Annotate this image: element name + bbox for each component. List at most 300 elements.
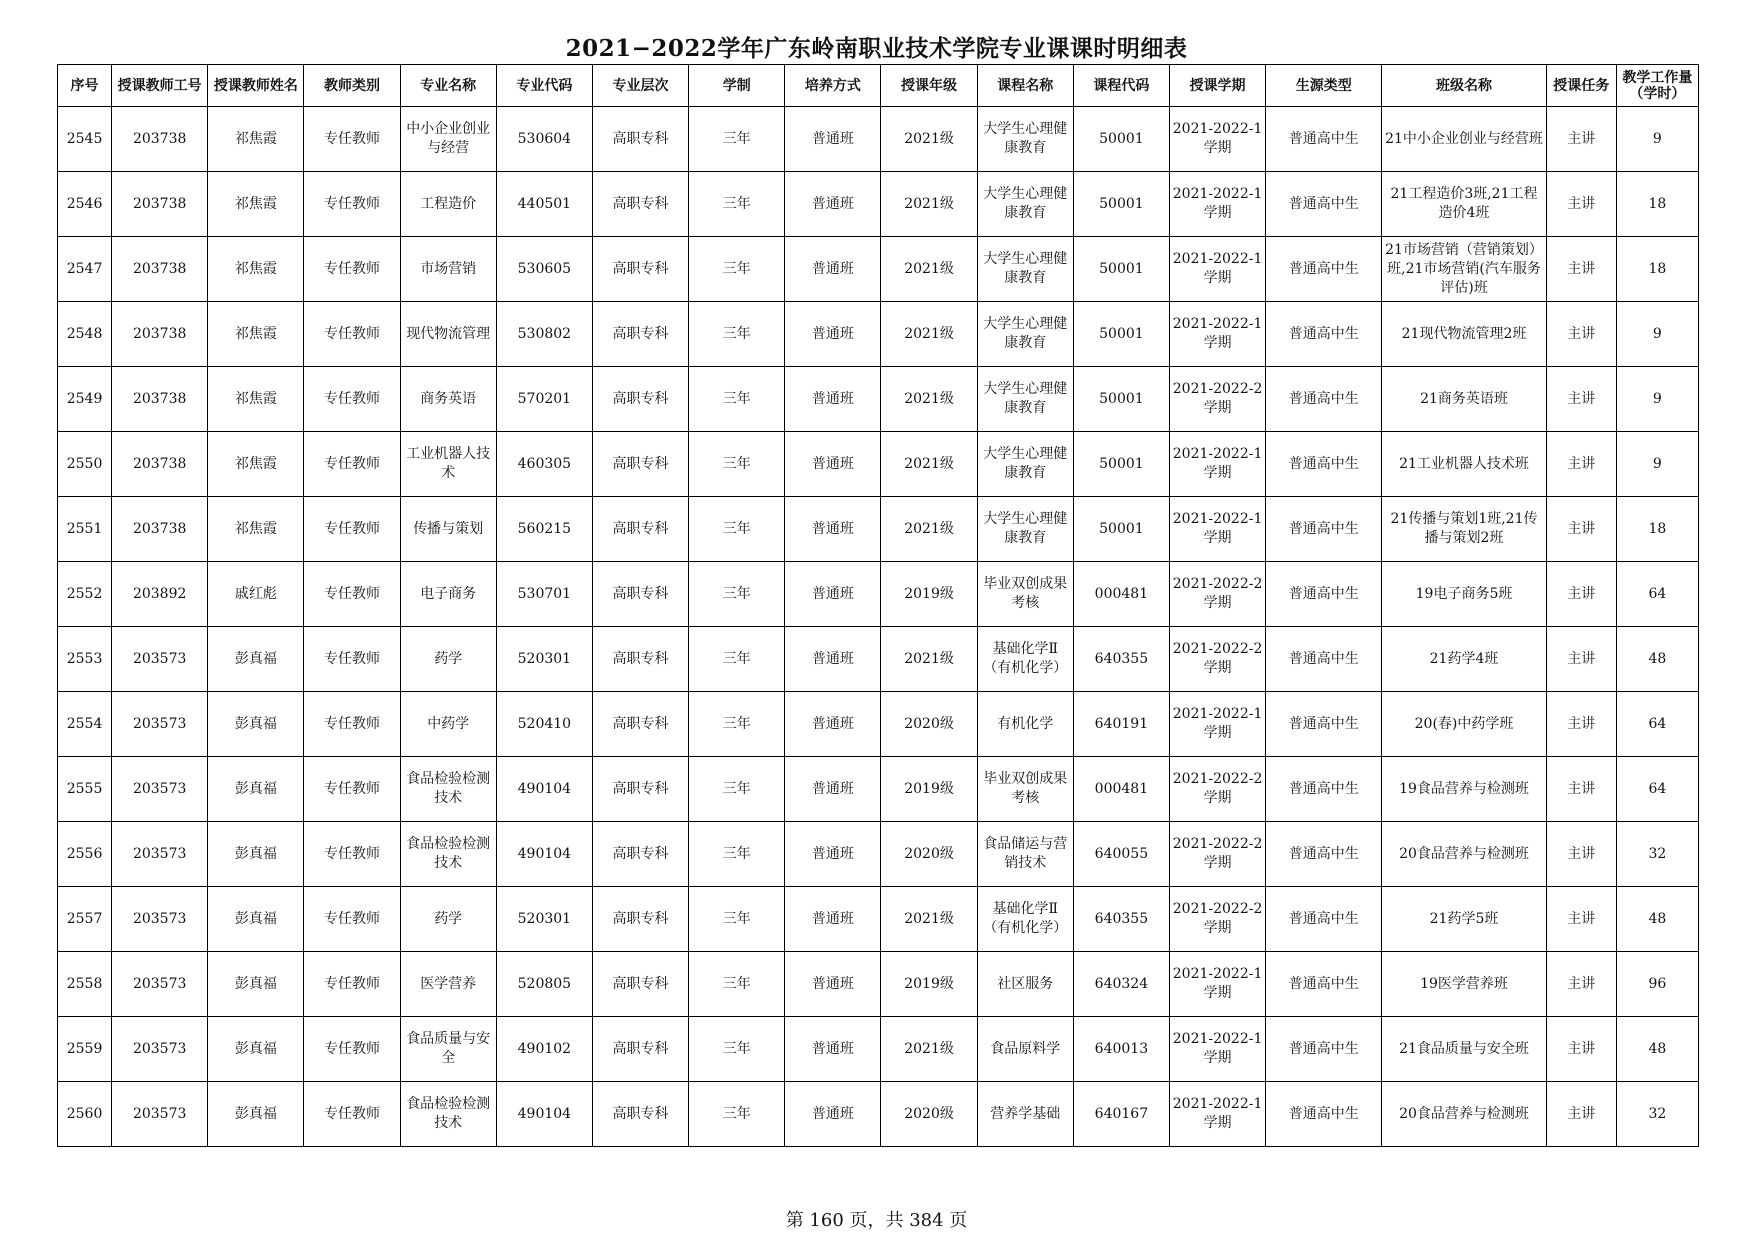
table-cell: 490104: [496, 822, 592, 887]
table-cell: 主讲: [1546, 497, 1616, 562]
table-cell: 000481: [1073, 757, 1169, 822]
table-cell: 药学: [400, 887, 496, 952]
table-cell: 18: [1616, 172, 1698, 237]
table-cell: 21工程造价3班,21工程造价4班: [1382, 172, 1546, 237]
table-cell: 21现代物流管理2班: [1382, 302, 1546, 367]
table-cell: 2550: [58, 432, 112, 497]
table-cell: 2021级: [881, 107, 977, 172]
table-cell: 食品检验检测技术: [400, 822, 496, 887]
table-cell: 48: [1616, 627, 1698, 692]
table-cell: 主讲: [1546, 172, 1616, 237]
table-cell: 主讲: [1546, 302, 1616, 367]
page-title: 2021−2022学年广东岭南职业技术学院专业课课时明细表: [565, 35, 1188, 62]
table-cell: 2551: [58, 497, 112, 562]
table-cell: 主讲: [1546, 952, 1616, 1017]
table-cell: 440501: [496, 172, 592, 237]
table-cell: 520301: [496, 627, 592, 692]
table-cell: 三年: [689, 302, 785, 367]
table-cell: 2560: [58, 1082, 112, 1147]
table-cell: 203892: [112, 562, 208, 627]
table-cell: 主讲: [1546, 1082, 1616, 1147]
table-cell: 祁焦霞: [208, 237, 304, 302]
table-cell: 专任教师: [304, 107, 400, 172]
table-cell: 2552: [58, 562, 112, 627]
table-cell: 高职专科: [592, 887, 688, 952]
table-cell: 2021级: [881, 367, 977, 432]
column-header: 序号: [58, 65, 112, 107]
table-cell: 490104: [496, 757, 592, 822]
table-cell: 普通高中生: [1266, 302, 1382, 367]
table-row: [58, 1017, 1699, 1082]
table-cell: 大学生心理健康教育: [977, 497, 1073, 562]
table-cell: 专任教师: [304, 497, 400, 562]
table-cell: 2021级: [881, 302, 977, 367]
table-cell: 彭真福: [208, 822, 304, 887]
table-cell: 普通班: [785, 107, 881, 172]
table-row: [58, 757, 1699, 822]
table-cell: 普通高中生: [1266, 822, 1382, 887]
table-cell: 主讲: [1546, 107, 1616, 172]
table-cell: 医学营养: [400, 952, 496, 1017]
table-cell: 高职专科: [592, 302, 688, 367]
table-cell: 2021-2022-2学期: [1169, 562, 1265, 627]
table-cell: 2021-2022-1学期: [1169, 107, 1265, 172]
table-cell: 460305: [496, 432, 592, 497]
table-cell: 2548: [58, 302, 112, 367]
table-cell: 三年: [689, 432, 785, 497]
table-row: [58, 302, 1699, 367]
table-cell: 2020级: [881, 1082, 977, 1147]
table-cell: 640355: [1073, 887, 1169, 952]
table-cell: 电子商务: [400, 562, 496, 627]
table-cell: 三年: [689, 952, 785, 1017]
table-cell: 普通高中生: [1266, 1017, 1382, 1082]
column-header: 课程名称: [977, 65, 1073, 107]
table-cell: 2021-2022-1学期: [1169, 952, 1265, 1017]
table-cell: 彭真福: [208, 952, 304, 1017]
table-cell: 主讲: [1546, 367, 1616, 432]
table-cell: 高职专科: [592, 692, 688, 757]
table-cell: 21中小企业创业与经营班: [1382, 107, 1546, 172]
table-cell: 主讲: [1546, 432, 1616, 497]
table-cell: 普通高中生: [1266, 172, 1382, 237]
table-cell: 640013: [1073, 1017, 1169, 1082]
table-cell: 21食品质量与安全班: [1382, 1017, 1546, 1082]
table-cell: 普通班: [785, 1017, 881, 1082]
table-row: [58, 952, 1699, 1017]
table-cell: 工程造价: [400, 172, 496, 237]
table-cell: 大学生心理健康教育: [977, 302, 1073, 367]
table-cell: 主讲: [1546, 692, 1616, 757]
table-cell: 彭真福: [208, 757, 304, 822]
table-cell: 2021-2022-1学期: [1169, 1082, 1265, 1147]
table-cell: 2021-2022-2学期: [1169, 367, 1265, 432]
table-cell: 药学: [400, 627, 496, 692]
table-cell: 基础化学Ⅱ（有机化学）: [977, 627, 1073, 692]
table-cell: 专任教师: [304, 367, 400, 432]
table-cell: 专任教师: [304, 237, 400, 302]
table-cell: 大学生心理健康教育: [977, 237, 1073, 302]
table-cell: 203573: [112, 692, 208, 757]
table-cell: 普通班: [785, 757, 881, 822]
table-cell: 三年: [689, 692, 785, 757]
table-row: [58, 692, 1699, 757]
table-cell: 大学生心理健康教育: [977, 367, 1073, 432]
table-cell: 520301: [496, 887, 592, 952]
table-cell: 2545: [58, 107, 112, 172]
table-cell: 2559: [58, 1017, 112, 1082]
table-cell: 640355: [1073, 627, 1169, 692]
table-cell: 32: [1616, 822, 1698, 887]
table-cell: 专任教师: [304, 1017, 400, 1082]
table-cell: 普通班: [785, 627, 881, 692]
table-cell: 2021-2022-1学期: [1169, 497, 1265, 562]
table-cell: 三年: [689, 822, 785, 887]
table-cell: 2021-2022-1学期: [1169, 432, 1265, 497]
column-header: 生源类型: [1266, 65, 1382, 107]
table-cell: 520410: [496, 692, 592, 757]
table-cell: 普通高中生: [1266, 107, 1382, 172]
table-cell: 普通班: [785, 562, 881, 627]
table-cell: 普通高中生: [1266, 627, 1382, 692]
table-cell: 三年: [689, 1082, 785, 1147]
table-cell: 中药学: [400, 692, 496, 757]
table-cell: 普通高中生: [1266, 692, 1382, 757]
table-cell: 530604: [496, 107, 592, 172]
table-cell: 2557: [58, 887, 112, 952]
table-cell: 主讲: [1546, 237, 1616, 302]
table-cell: 203573: [112, 627, 208, 692]
table-cell: 高职专科: [592, 172, 688, 237]
table-cell: 2021-2022-1学期: [1169, 1017, 1265, 1082]
column-header: 授课年级: [881, 65, 977, 107]
table-cell: 2021级: [881, 432, 977, 497]
table-row: [58, 237, 1699, 302]
table-cell: 203573: [112, 757, 208, 822]
table-cell: 普通高中生: [1266, 1082, 1382, 1147]
table-cell: 祁焦霞: [208, 107, 304, 172]
column-header: 教学工作量（学时）: [1616, 65, 1698, 107]
table-cell: 普通班: [785, 887, 881, 952]
table-cell: 2021级: [881, 627, 977, 692]
table-cell: 彭真福: [208, 692, 304, 757]
course-hours-table: [57, 64, 1699, 1147]
table-cell: 640191: [1073, 692, 1169, 757]
table-cell: 专任教师: [304, 627, 400, 692]
table-cell: 专任教师: [304, 432, 400, 497]
table-cell: 2021-2022-2学期: [1169, 822, 1265, 887]
table-cell: 203738: [112, 302, 208, 367]
table-cell: 490104: [496, 1082, 592, 1147]
table-cell: 2556: [58, 822, 112, 887]
column-header: 培养方式: [785, 65, 881, 107]
table-row: [58, 822, 1699, 887]
table-cell: 203738: [112, 432, 208, 497]
table-cell: 普通班: [785, 952, 881, 1017]
table-cell: 普通高中生: [1266, 497, 1382, 562]
table-cell: 高职专科: [592, 562, 688, 627]
table-cell: 203573: [112, 887, 208, 952]
table-cell: 9: [1616, 367, 1698, 432]
table-cell: 50001: [1073, 237, 1169, 302]
table-cell: 专任教师: [304, 1082, 400, 1147]
table-cell: 2021-2022-2学期: [1169, 627, 1265, 692]
table-cell: 祁焦霞: [208, 432, 304, 497]
table-cell: 48: [1616, 887, 1698, 952]
column-header: 班级名称: [1382, 65, 1546, 107]
table-cell: 食品检验检测技术: [400, 1082, 496, 1147]
table-row: [58, 562, 1699, 627]
table-cell: 普通班: [785, 237, 881, 302]
table-cell: 高职专科: [592, 367, 688, 432]
table-cell: 203738: [112, 367, 208, 432]
table-cell: 普通高中生: [1266, 432, 1382, 497]
table-cell: 主讲: [1546, 822, 1616, 887]
table-cell: 主讲: [1546, 562, 1616, 627]
table-cell: 三年: [689, 172, 785, 237]
table-cell: 2553: [58, 627, 112, 692]
table-cell: 三年: [689, 237, 785, 302]
table-cell: 2021-2022-2学期: [1169, 887, 1265, 952]
table-cell: 18: [1616, 497, 1698, 562]
table-cell: 2021级: [881, 887, 977, 952]
table-cell: 高职专科: [592, 757, 688, 822]
table-cell: 三年: [689, 367, 785, 432]
table-cell: 高职专科: [592, 497, 688, 562]
table-cell: 203573: [112, 952, 208, 1017]
table-cell: 2021-2022-1学期: [1169, 302, 1265, 367]
table-cell: 570201: [496, 367, 592, 432]
table-cell: 高职专科: [592, 432, 688, 497]
column-header: 专业名称: [400, 65, 496, 107]
table-cell: 高职专科: [592, 627, 688, 692]
table-cell: 高职专科: [592, 822, 688, 887]
table-cell: 彭真福: [208, 887, 304, 952]
table-cell: 50001: [1073, 107, 1169, 172]
table-cell: 21商务英语班: [1382, 367, 1546, 432]
table-cell: 2021级: [881, 497, 977, 562]
table-cell: 490102: [496, 1017, 592, 1082]
table-cell: 21药学4班: [1382, 627, 1546, 692]
table-row: [58, 432, 1699, 497]
table-cell: 2020级: [881, 692, 977, 757]
page-footer: 第 160 页，共 384 页: [785, 1210, 968, 1231]
column-header: 授课教师工号: [112, 65, 208, 107]
table-cell: 专任教师: [304, 302, 400, 367]
table-cell: 营养学基础: [977, 1082, 1073, 1147]
table-cell: 2547: [58, 237, 112, 302]
table-cell: 9: [1616, 432, 1698, 497]
table-cell: 203738: [112, 107, 208, 172]
column-header: 专业代码: [496, 65, 592, 107]
table-cell: 50001: [1073, 172, 1169, 237]
table-cell: 普通班: [785, 1082, 881, 1147]
table-cell: 传播与策划: [400, 497, 496, 562]
table-cell: 2546: [58, 172, 112, 237]
table-cell: 现代物流管理: [400, 302, 496, 367]
table-cell: 三年: [689, 627, 785, 692]
table-cell: 2021级: [881, 237, 977, 302]
table-cell: 专任教师: [304, 757, 400, 822]
table-cell: 普通高中生: [1266, 237, 1382, 302]
table-cell: 彭真福: [208, 627, 304, 692]
table-cell: 三年: [689, 887, 785, 952]
table-cell: 530701: [496, 562, 592, 627]
table-cell: 21传播与策划1班,21传播与策划2班: [1382, 497, 1546, 562]
table-cell: 普通班: [785, 432, 881, 497]
table-cell: 96: [1616, 952, 1698, 1017]
table-cell: 三年: [689, 562, 785, 627]
table-cell: 食品原料学: [977, 1017, 1073, 1082]
table-cell: 三年: [689, 497, 785, 562]
table-cell: 祁焦霞: [208, 367, 304, 432]
table-cell: 64: [1616, 757, 1698, 822]
table-cell: 商务英语: [400, 367, 496, 432]
table-row: [58, 627, 1699, 692]
table-cell: 专任教师: [304, 822, 400, 887]
table-cell: 2019级: [881, 562, 977, 627]
table-cell: 专任教师: [304, 887, 400, 952]
table-cell: 2021-2022-1学期: [1169, 172, 1265, 237]
table-cell: 祁焦霞: [208, 172, 304, 237]
column-header: 授课任务: [1546, 65, 1616, 107]
table-cell: 大学生心理健康教育: [977, 107, 1073, 172]
table-cell: 48: [1616, 1017, 1698, 1082]
table-cell: 640167: [1073, 1082, 1169, 1147]
table-cell: 50001: [1073, 302, 1169, 367]
table-cell: 530605: [496, 237, 592, 302]
table-cell: 640055: [1073, 822, 1169, 887]
table-cell: 50001: [1073, 432, 1169, 497]
table-cell: 2549: [58, 367, 112, 432]
table-cell: 2019级: [881, 952, 977, 1017]
table-row: [58, 367, 1699, 432]
table-cell: 520805: [496, 952, 592, 1017]
table-cell: 530802: [496, 302, 592, 367]
table-cell: 主讲: [1546, 757, 1616, 822]
table-cell: 普通班: [785, 302, 881, 367]
table-cell: 食品储运与营销技术: [977, 822, 1073, 887]
table-cell: 祁焦霞: [208, 497, 304, 562]
table-cell: 20食品营养与检测班: [1382, 822, 1546, 887]
table-cell: 20食品营养与检测班: [1382, 1082, 1546, 1147]
table-row: [58, 887, 1699, 952]
table-cell: 19电子商务5班: [1382, 562, 1546, 627]
table-cell: 000481: [1073, 562, 1169, 627]
table-cell: 毕业双创成果考核: [977, 562, 1073, 627]
table-cell: 64: [1616, 692, 1698, 757]
table-cell: 专任教师: [304, 952, 400, 1017]
table-cell: 19食品营养与检测班: [1382, 757, 1546, 822]
table-cell: 20(春)中药学班: [1382, 692, 1546, 757]
column-header: 授课学期: [1169, 65, 1265, 107]
column-header: 专业层次: [592, 65, 688, 107]
table-row: [58, 107, 1699, 172]
table-row: [58, 497, 1699, 562]
table-cell: 2021级: [881, 1017, 977, 1082]
table-cell: 普通高中生: [1266, 562, 1382, 627]
column-header: 学制: [689, 65, 785, 107]
table-cell: 21市场营销（营销策划）班,21市场营销(汽车服务评估)班: [1382, 237, 1546, 302]
table-cell: 祁焦霞: [208, 302, 304, 367]
column-header: 授课教师姓名: [208, 65, 304, 107]
table-cell: 高职专科: [592, 107, 688, 172]
table-cell: 普通班: [785, 692, 881, 757]
table-cell: 普通高中生: [1266, 367, 1382, 432]
table-cell: 2554: [58, 692, 112, 757]
table-cell: 21工业机器人技术班: [1382, 432, 1546, 497]
table-cell: 普通班: [785, 822, 881, 887]
table-row: [58, 1082, 1699, 1147]
table-cell: 食品质量与安全: [400, 1017, 496, 1082]
table-cell: 2558: [58, 952, 112, 1017]
table-cell: 高职专科: [592, 952, 688, 1017]
table-cell: 2021-2022-2学期: [1169, 757, 1265, 822]
table-cell: 640324: [1073, 952, 1169, 1017]
table-cell: 三年: [689, 757, 785, 822]
table-cell: 2555: [58, 757, 112, 822]
table-cell: 专任教师: [304, 172, 400, 237]
table-cell: 64: [1616, 562, 1698, 627]
table-cell: 专任教师: [304, 692, 400, 757]
table-cell: 市场营销: [400, 237, 496, 302]
table-cell: 18: [1616, 237, 1698, 302]
table-row: [58, 172, 1699, 237]
table-cell: 食品检验检测技术: [400, 757, 496, 822]
table-cell: 有机化学: [977, 692, 1073, 757]
table-cell: 三年: [689, 1017, 785, 1082]
table-cell: 主讲: [1546, 887, 1616, 952]
table-cell: 基础化学Ⅱ（有机化学）: [977, 887, 1073, 952]
table-cell: 戚红彪: [208, 562, 304, 627]
table-cell: 9: [1616, 107, 1698, 172]
table-cell: 高职专科: [592, 237, 688, 302]
table-cell: 2021级: [881, 172, 977, 237]
table-cell: 普通高中生: [1266, 952, 1382, 1017]
table-cell: 560215: [496, 497, 592, 562]
table-cell: 9: [1616, 302, 1698, 367]
table-cell: 203738: [112, 497, 208, 562]
column-header: 教师类别: [304, 65, 400, 107]
table-cell: 中小企业创业与经营: [400, 107, 496, 172]
table-cell: 19医学营养班: [1382, 952, 1546, 1017]
table-cell: 203738: [112, 237, 208, 302]
table-cell: 彭真福: [208, 1082, 304, 1147]
table-cell: 普通班: [785, 497, 881, 562]
table-cell: 高职专科: [592, 1017, 688, 1082]
table-cell: 大学生心理健康教育: [977, 172, 1073, 237]
table-cell: 203573: [112, 1017, 208, 1082]
table-header-row: [58, 65, 1699, 107]
table-cell: 社区服务: [977, 952, 1073, 1017]
table-cell: 21药学5班: [1382, 887, 1546, 952]
table-cell: 203573: [112, 822, 208, 887]
table-cell: 2020级: [881, 822, 977, 887]
table-cell: 普通班: [785, 172, 881, 237]
table-cell: 32: [1616, 1082, 1698, 1147]
table-cell: 毕业双创成果考核: [977, 757, 1073, 822]
table-cell: 主讲: [1546, 627, 1616, 692]
table-cell: 普通班: [785, 367, 881, 432]
table-cell: 203738: [112, 172, 208, 237]
table-cell: 主讲: [1546, 1017, 1616, 1082]
table-cell: 普通高中生: [1266, 757, 1382, 822]
table-cell: 大学生心理健康教育: [977, 432, 1073, 497]
table-cell: 203573: [112, 1082, 208, 1147]
table-cell: 2021-2022-1学期: [1169, 237, 1265, 302]
table-cell: 三年: [689, 107, 785, 172]
table-cell: 高职专科: [592, 1082, 688, 1147]
